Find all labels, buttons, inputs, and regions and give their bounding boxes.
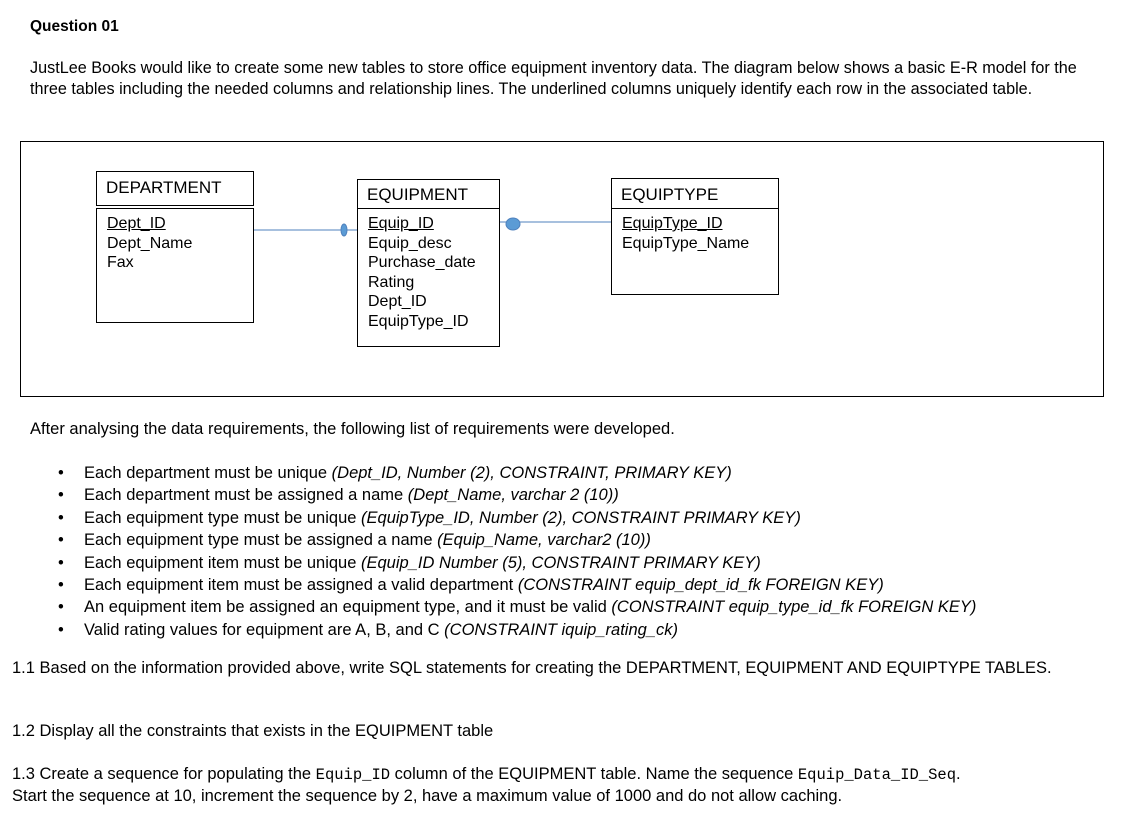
question-1-3-text: Start the sequence at 10, increment the sequence by 2, have a maximum value of 1000 and do not allow caching. <box>12 787 843 805</box>
requirement-item <box>58 552 976 574</box>
requirement-text: Each equipment item must be unique <box>84 553 361 572</box>
question-1-3-text: . <box>956 765 961 783</box>
requirement-item <box>58 529 976 551</box>
code-sequence-name: Equip_Data_ID_Seq <box>797 766 957 784</box>
dept-equip-marker <box>341 224 347 236</box>
department-entity-title: DEPARTMENT <box>96 171 254 206</box>
department-entity-body <box>96 208 254 323</box>
bullet-icon: • <box>58 464 64 482</box>
requirement-note: (CONSTRAINT equip_type_id_fk FOREIGN KEY) <box>611 598 977 617</box>
requirement-note: (Equip_Name, varchar2 (10)) <box>437 531 651 550</box>
question-1-3-text: column of the EQUIPMENT table. Name the sequence <box>390 765 798 783</box>
equipment-column: Equip_desc <box>368 234 452 252</box>
requirements-list <box>58 462 976 641</box>
requirement-item <box>58 507 976 529</box>
requirement-text: Each equipment item must be assigned a valid department <box>84 575 518 594</box>
requirement-item <box>58 462 976 484</box>
requirement-note: (Equip_ID Number (5), CONSTRAINT PRIMARY KEY) <box>361 553 761 572</box>
equipment-entity-title: EQUIPMENT <box>357 179 500 209</box>
equipment-column: EquipType_ID <box>368 312 469 330</box>
equipment-key-column: Equip_ID <box>368 215 434 232</box>
equipment-entity-body <box>357 208 500 347</box>
requirement-text: Each department must be assigned a name <box>84 486 408 505</box>
requirement-note: (CONSTRAINT iquip_rating_ck) <box>444 620 678 639</box>
requirement-item <box>58 619 976 641</box>
question-1-1: 1.1 Based on the information provided above, write SQL statements for creating the DEPARTMENT, EQUIPMENT AND EQUIPTYPE TABLES. <box>12 659 1052 677</box>
requirement-note: (EquipType_ID, Number (2), CONSTRAINT PRIMARY KEY) <box>361 508 801 527</box>
bullet-icon: • <box>58 531 64 550</box>
requirement-text: Each equipment type must be unique <box>84 508 362 527</box>
equipment-column: Purchase_date <box>368 254 476 271</box>
requirement-text: Valid rating values for equipment are A, B, and C <box>84 620 445 639</box>
equiptype-entity-body <box>611 208 779 295</box>
department-column: Dept_Name <box>107 234 193 252</box>
requirement-note: (Dept_Name, varchar 2 (10)) <box>407 486 619 505</box>
bullet-icon: • <box>58 508 64 527</box>
requirement-item <box>58 574 976 596</box>
bullet-icon: • <box>58 620 64 639</box>
equipment-column: Dept_ID <box>368 293 427 310</box>
equip-type-marker <box>506 218 520 230</box>
question-1-3 <box>12 764 1112 807</box>
requirement-note: (CONSTRAINT equip_dept_id_fk FOREIGN KEY) <box>517 575 884 594</box>
requirements-intro: After analysing the data requirements, the following list of requirements were developed. <box>30 420 675 438</box>
intro-paragraph: JustLee Books would like to create some new tables to store office equipment inventory data. The diagram below shows a basic E-R model for the three tables including the needed columns and relationship lines. The underlined columns uniquely identify each row in the associated table. <box>30 59 1077 98</box>
bullet-icon: • <box>58 486 64 505</box>
question-1-2: 1.2 Display all the constraints that exists in the EQUIPMENT table <box>12 722 494 740</box>
requirement-item <box>58 484 976 506</box>
requirement-text: Each equipment type must be assigned a name <box>84 531 438 550</box>
requirement-text: Each department must be unique <box>84 464 332 482</box>
code-equip-id: Equip_ID <box>315 766 391 784</box>
requirement-text: An equipment item be assigned an equipment type, and it must be valid <box>84 598 612 617</box>
bullet-icon: • <box>58 553 64 572</box>
department-key-column: Dept_ID <box>107 215 166 232</box>
bullet-icon: • <box>58 598 64 617</box>
equipment-column: Rating <box>368 273 415 291</box>
question-heading: Question 01 <box>30 18 119 35</box>
equiptype-column: EquipType_Name <box>622 234 750 252</box>
question-1-3-text: 1.3 Create a sequence for populating the <box>12 765 316 783</box>
equiptype-entity-title: EQUIPTYPE <box>611 178 779 209</box>
requirement-item <box>58 596 976 618</box>
equiptype-key-column: EquipType_ID <box>622 215 723 232</box>
department-column: Fax <box>107 254 134 271</box>
bullet-icon: • <box>58 575 64 594</box>
requirement-note: (Dept_ID, Number (2), CONSTRAINT, PRIMARY KEY) <box>331 464 732 482</box>
